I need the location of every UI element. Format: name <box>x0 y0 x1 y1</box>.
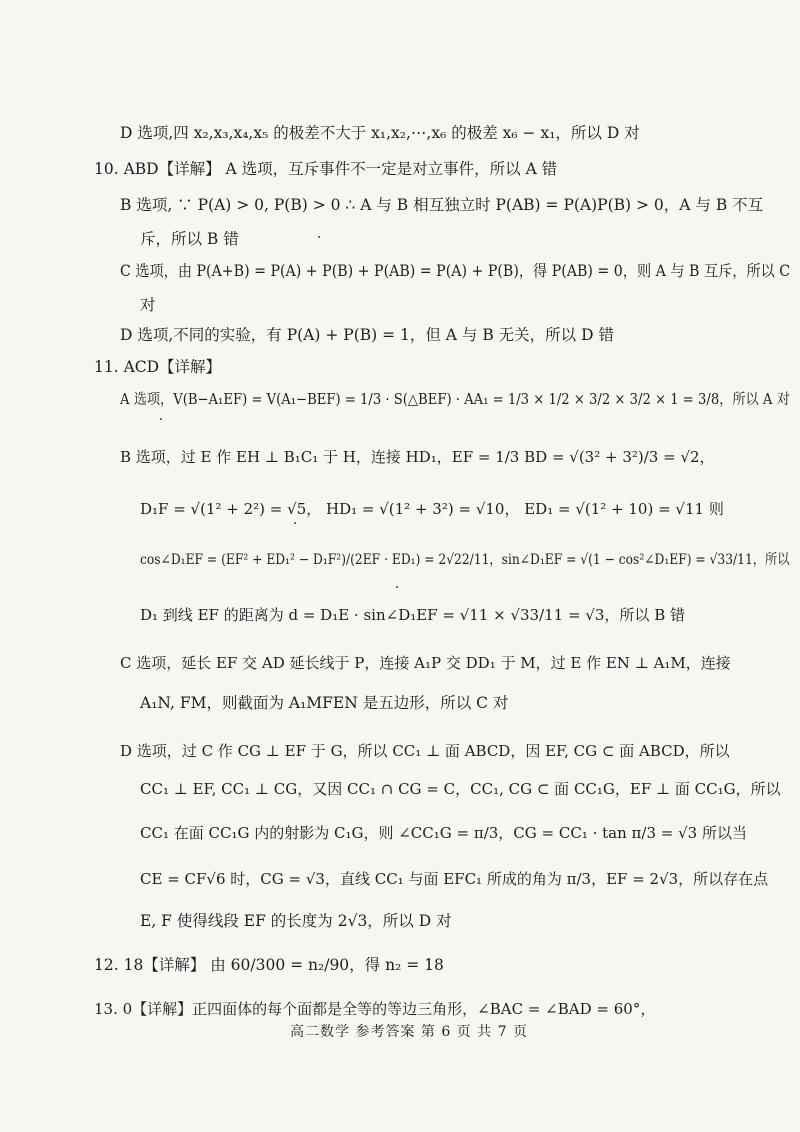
text-line: CC₁ ⊥ EF, CC₁ ⊥ CG，又因 CC₁ ∩ CG = C，CC₁, CG ⊂ 面 CC₁G，EF ⊥ 面 CC₁G，所以 <box>140 780 781 798</box>
problem-12-line: 12. 18【详解】 由 60/300 = n₂/90，得 n₂ = 18 <box>94 956 444 974</box>
problem-11-heading: 11. ACD【详解】 <box>94 358 222 376</box>
text-line: CC₁ 在面 CC₁G 内的射影为 C₁G，则 ∠CC₁G = π/3，CG = CC₁ · tan π/3 = √3 所以当 <box>140 824 747 842</box>
text-line: A₁N, FM，则截面为 A₁MFEN 是五边形，所以 C 对 <box>140 694 509 712</box>
text-line: D 选项,四 x₂,x₃,x₄,x₅ 的极差不大于 x₁,x₂,⋯,x₆ 的极差 x₆ − x₁，所以 D 对 <box>120 124 640 142</box>
problem-13-line: 13. 0【详解】正四面体的每个面都是全等的等边三角形，∠BAC = ∠BAD = 60°， <box>94 1000 656 1018</box>
text-line: B 选项，过 E 作 EH ⊥ B₁C₁ 于 H，连接 HD₁，EF = 1/3 BD = √(3² + 3²)/3 = √2， <box>120 448 715 466</box>
scan-speck <box>318 236 320 238</box>
text-line: cos∠D₁EF = (EF² + ED₁² − D₁F²)/(2EF · ED₁) = 2√22/11，sin∠D₁EF = √(1 − cos²∠D₁EF) = √33/11，所以 <box>140 552 790 568</box>
text-line: D 选项,不同的实验，有 P(A) + P(B) = 1，但 A 与 B 无关，所以 D 错 <box>120 326 614 344</box>
text-line: CE = CF√6 时，CG = √3，直线 CC₁ 与面 EFC₁ 所成的角为 π/3，EF = 2√3，所以存在点 <box>140 870 769 888</box>
text-line: A 选项，V(B−A₁EF) = V(A₁−BEF) = 1/3 · S(△BEF) · AA₁ = 1/3 × 1/2 × 3/2 × 3/2 × 1 = 3/8，所以 A 对 <box>120 392 790 408</box>
text-line: D₁F = √(1² + 2²) = √5， HD₁ = √(1² + 3²) = √10， ED₁ = √(1² + 10) = √11 则 <box>140 500 724 518</box>
text-line: D 选项，过 C 作 CG ⊥ EF 于 G，所以 CC₁ ⊥ 面 ABCD，因 EF, CG ⊂ 面 ABCD，所以 <box>120 742 730 760</box>
text-line: D₁ 到线 EF 的距离为 d = D₁E · sin∠D₁EF = √11 × √33/11 = √3，所以 B 错 <box>140 606 685 624</box>
scan-speck <box>396 586 398 588</box>
text-line: B 选项, ∵ P(A) > 0, P(B) > 0 ∴ A 与 B 相互独立时 P(AB) = P(A)P(B) > 0，A 与 B 不互 <box>120 196 764 214</box>
text-line: C 选项，由 P(A+B) = P(A) + P(B) + P(AB) = P(A) + P(B)，得 P(AB) = 0，则 A 与 B 互斥，所以 C <box>120 262 791 280</box>
text-line: C 选项，延长 EF 交 AD 延长线于 P，连接 A₁P 交 DD₁ 于 M，过 E 作 EN ⊥ A₁M，连接 <box>120 654 731 672</box>
scan-speck <box>160 418 162 420</box>
page-footer: 高二数学 参考答案 第 6 页 共 7 页 <box>290 1024 528 1040</box>
text-line: E, F 使得线段 EF 的长度为 2√3，所以 D 对 <box>140 912 452 930</box>
text-line: 对 <box>140 296 156 314</box>
scan-speck <box>294 522 296 524</box>
text-line: 斥，所以 B 错 <box>140 230 239 248</box>
problem-10-heading: 10. ABD【详解】 A 选项，互斥事件不一定是对立事件，所以 A 错 <box>94 160 558 178</box>
